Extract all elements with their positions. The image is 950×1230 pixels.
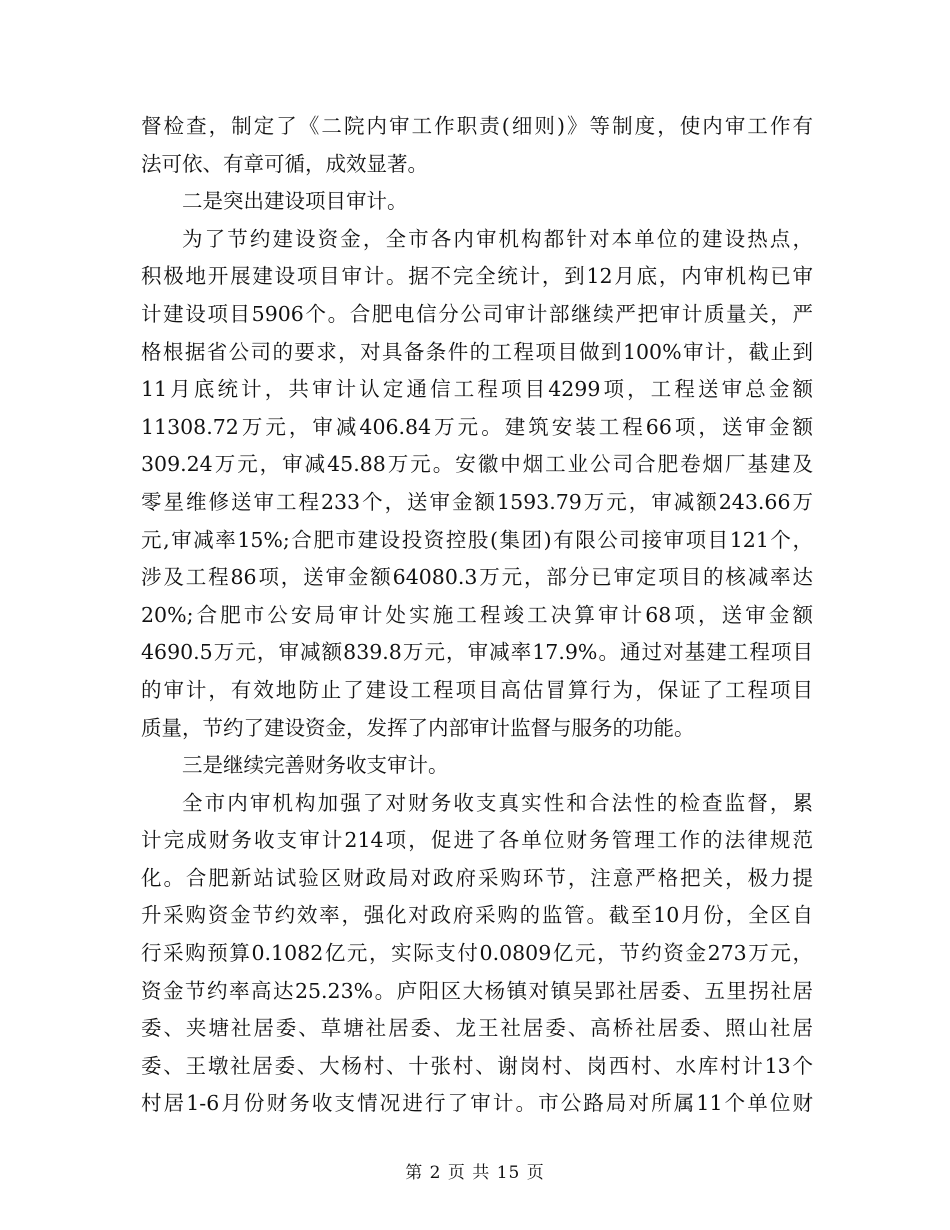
page-number: 第 2 页 共 15 页: [405, 1163, 545, 1183]
text-line: 元,审减率15%;合肥市建设投资控股(集团)有限公司接审项目121个，: [141, 527, 813, 552]
text-line: 为了节约建设资金，全市各内审机构都针对本单位的建设热点，: [182, 226, 813, 251]
text-line: 村居1-6月份财务收支情况进行了审计。市公路局对所属11个单位财: [141, 1091, 813, 1116]
text-line: 计完成财务收支审计214项，促进了各单位财务管理工作的法律规范: [141, 828, 813, 853]
text-line: 升采购资金节约效率，强化对政府采购的监管。截至10月份，全区自: [141, 903, 813, 928]
text-line: 11月底统计，共审计认定通信工程项目4299项，工程送审总金额: [141, 377, 813, 402]
text-line: 资金节约率高达25.23%。庐阳区大杨镇对镇吴郢社居委、五里拐社居: [141, 978, 813, 1003]
text-line: 309.24万元，审减45.88万元。安徽中烟工业公司合肥卷烟厂基建及: [141, 452, 813, 477]
text-line: 4690.5万元，审减额839.8万元，审减率17.9%。通过对基建工程项目: [141, 640, 813, 665]
text-line: 行采购预算0.1082亿元，实际支付0.0809亿元，节约资金273万元，: [141, 941, 813, 966]
text-line: 化。合肥新站试验区财政局对政府采购环节，注意严格把关，极力提: [141, 865, 813, 890]
body-text: [141, 108, 813, 1123]
text-line: 20%;合肥市公安局审计处实施工程竣工决算审计68项，送审金额: [141, 602, 813, 627]
text-line: 的审计，有效地防止了建设工程项目高估冒算行为，保证了工程项目: [141, 677, 813, 702]
text-line: 计建设项目5906个。合肥电信分公司审计部继续严把审计质量关，严: [141, 301, 813, 326]
text-line: 督检查，制定了《二院内审工作职责(细则)》等制度，使内审工作有: [141, 114, 813, 138]
page-footer: [0, 1158, 950, 1183]
text-line: 委、夹塘社居委、草塘社居委、龙王社居委、高桥社居委、照山社居: [141, 1016, 813, 1041]
text-line: 11308.72万元，审减406.84万元。建筑安装工程66项，送审金额: [141, 414, 813, 439]
text-line: 积极地开展建设项目审计。据不完全统计，到12月底，内审机构已审: [141, 264, 813, 289]
text-line: 质量，节约了建设资金，发挥了内部审计监督与服务的功能。: [141, 715, 695, 740]
text-line: 法可依、有章可循，成效显著。: [141, 151, 428, 176]
text-line: 三是继续完善财务收支审计。: [182, 753, 449, 778]
text-line: 全市内审机构加强了对财务收支真实性和合法性的检查监督，累: [182, 790, 813, 815]
text-line: 零星维修送审工程233个，送审金额1593.79万元，审减额243.66万: [141, 489, 813, 514]
text-line: 涉及工程86项，送审金额64080.3万元，部分已审定项目的核减率达: [141, 565, 813, 590]
text-line: 委、王墩社居委、大杨村、十张村、谢岗村、岗西村、水库村计13个: [141, 1053, 813, 1078]
text-line: 格根据省公司的要求，对具备条件的工程项目做到100%审计，截止到: [141, 339, 813, 364]
text-line: 二是突出建设项目审计。: [182, 189, 408, 214]
